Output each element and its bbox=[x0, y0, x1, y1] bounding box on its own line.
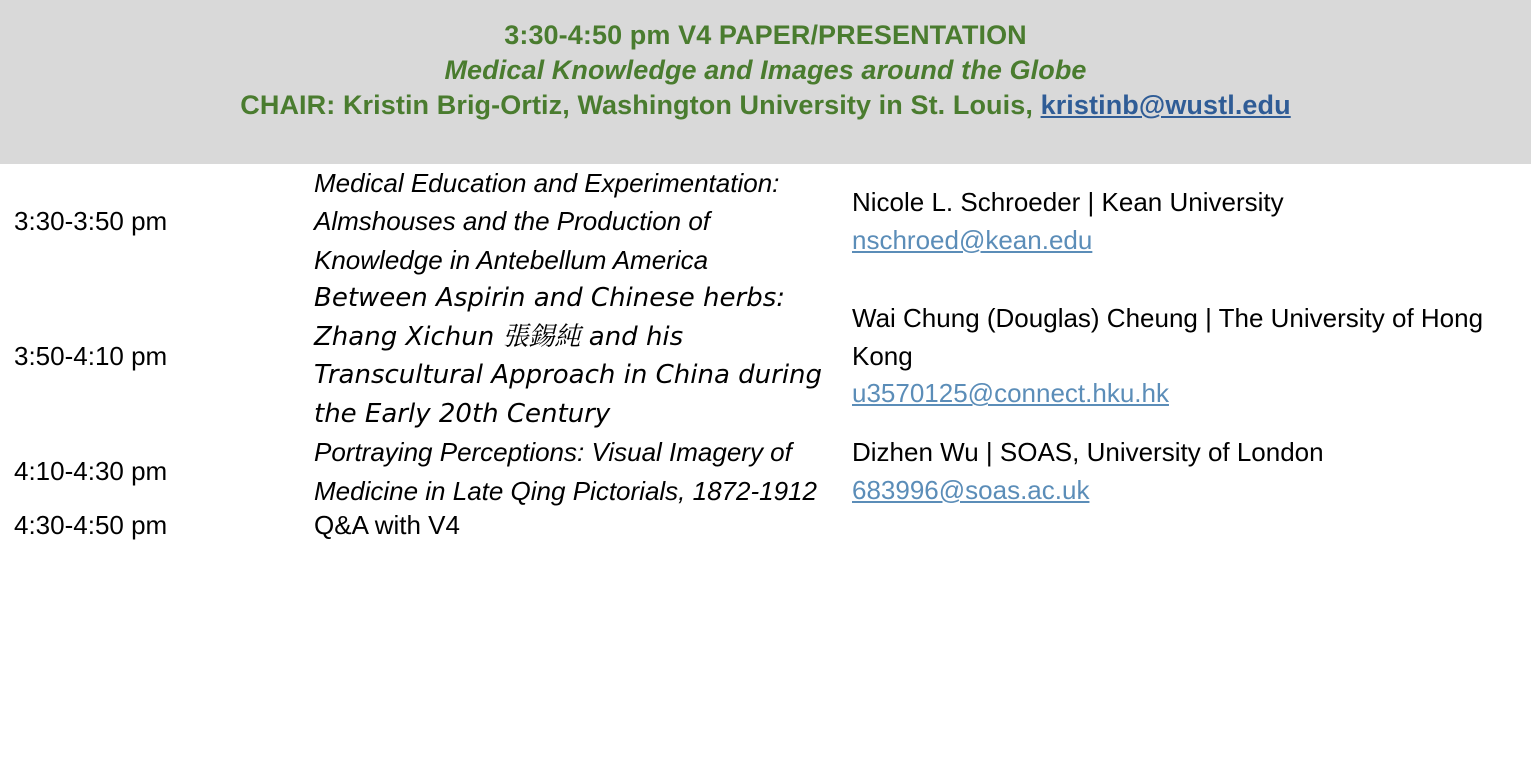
paper-title: Between Aspirin and Chinese herbs: Zhang Xichun 張錫純 and his Transcultural Approach in China during the Early 20th Century bbox=[314, 283, 823, 429]
presenter-name: Wai Chung (Douglas) Cheung | The University of Hong Kong bbox=[852, 302, 1484, 371]
qa-time-cell bbox=[0, 510, 298, 541]
row-time-cell bbox=[0, 433, 298, 510]
row-person-cell bbox=[836, 433, 1531, 510]
paper-title: Portraying Perceptions: Visual Imagery of Medicine in Late Qing Pictorials, 1872-1912 bbox=[314, 437, 817, 506]
row-title-cell bbox=[298, 279, 836, 433]
qa-time: 4:30-4:50 pm bbox=[14, 510, 168, 541]
presenter-email-link[interactable]: nschroed@kean.edu bbox=[852, 224, 1093, 255]
presenter-email-link[interactable]: u3570125@connect.hku.hk bbox=[852, 378, 1169, 409]
qa-label-cell bbox=[298, 510, 1531, 541]
row-time-cell bbox=[0, 279, 298, 433]
session-chair bbox=[10, 88, 1521, 123]
chair-label: CHAIR: Kristin Brig-Ortiz, Washington University in St. Louis, bbox=[240, 90, 1041, 121]
paper-title: Medical Education and Experimentation: Almshouses and the Production of Knowledge in Antebellum America bbox=[314, 168, 780, 275]
schedule-table bbox=[0, 164, 1531, 541]
presenter-name: Dizhen Wu | SOAS, University of London bbox=[852, 437, 1324, 468]
session-subtitle: Medical Knowledge and Images around the Globe bbox=[444, 55, 1087, 86]
table-row-qa bbox=[0, 510, 1531, 541]
presenter-name: Nicole L. Schroeder | Kean University bbox=[852, 187, 1284, 218]
chair-email-link[interactable]: kristinb@wustl.edu bbox=[1040, 90, 1291, 121]
row-time: 3:50-4:10 pm bbox=[14, 340, 168, 371]
session-header bbox=[0, 0, 1531, 164]
presenter-email-link[interactable]: 683996@soas.ac.uk bbox=[852, 474, 1090, 505]
row-time: 3:30-3:50 pm bbox=[14, 206, 168, 237]
row-time-cell bbox=[0, 164, 298, 279]
table-row bbox=[0, 164, 1531, 279]
row-person-cell bbox=[836, 279, 1531, 433]
qa-label: Q&A with V4 bbox=[314, 510, 460, 541]
row-title-cell bbox=[298, 433, 836, 510]
table-row bbox=[0, 433, 1531, 510]
row-time: 4:10-4:30 pm bbox=[14, 456, 168, 487]
row-title-cell bbox=[298, 164, 836, 279]
row-person-cell bbox=[836, 164, 1531, 279]
session-title: 3:30-4:50 pm V4 PAPER/PRESENTATION bbox=[504, 20, 1027, 50]
table-row bbox=[0, 279, 1531, 433]
